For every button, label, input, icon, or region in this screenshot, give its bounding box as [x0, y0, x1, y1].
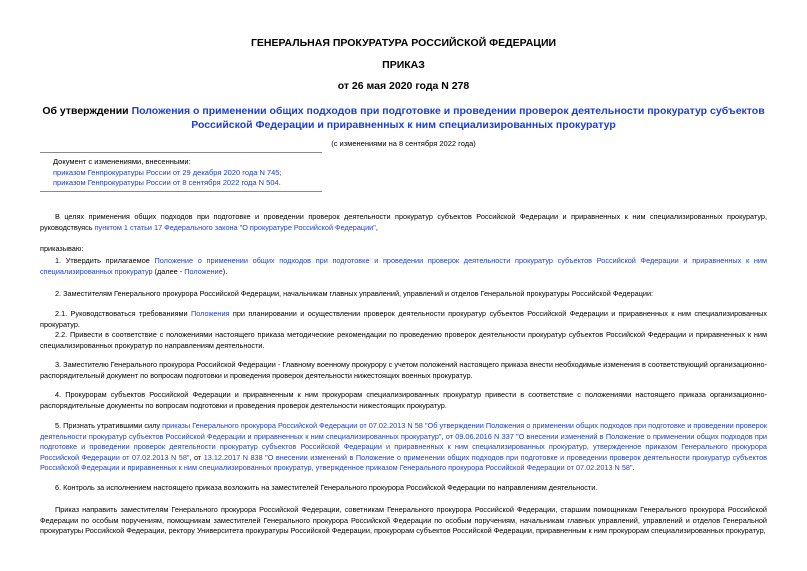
paragraph-5: 5. Признать утратившими силу приказы Генерального прокурора Российской Федерации от 07.02.2013 N 58 "Об утверждении Положения о применении общих подходов при подготовке и проведении проверок деятельности прокуратур субъектов Российской Федерации и приравненных к ним специализированных прокуратур", от 09.06.2016 N 337 "О внесении изменений в Положение о применении общих подходов при подготовке и проведении проверок деятельности прокуратур субъектов Российской Федерации и приравненных к ним специализированных прокуратур, утвержденное приказом Генерального прокурора Российской Федерации от 07.02.2013 N 58", от 13.12.2017 N 838 "О внесении изменений в Положение о применении общих подходов при подготовке и проведении проверок деятельности прокуратур субъектов Российской Федерации и приравненных к ним специализированных прокуратур, утвержденное приказом Генерального прокурора Российской Федерации от 07.02.2013 N 58". — [40, 421, 768, 472]
paragraph-order: приказываю: — [40, 244, 84, 253]
regulation-link[interactable]: Положение о применении общих подходов при подготовке и проведении проверок деятельности прокуратур субъектов Российской Федерации и приравненных к ним специализированных прокуратур — [40, 256, 767, 276]
paragraph-2-1: 2.1. Руководствоваться требованиями Положения при планировании и осуществлении проверок деятельности прокуратур субъектов Российской Федерации и приравненных к ним специализированных прокуратур. — [40, 309, 767, 329]
order-337-link[interactable]: от 09.06.2016 N 337 "О внесении изменений в Положение о применении общих подходов при подготовке и проведении проверок деятельности прокуратур субъектов Российской Федерации и приравненных к ним специализированных прокуратур, утвержденное приказом Генерального прокурора Российской Федерации от 07.02.2013 N 58" — [40, 431, 767, 462]
amendment-link-1[interactable]: приказом Генпрокуратуры России от 29 декабря 2020 года N 745; — [53, 167, 282, 177]
doc-title — [40, 104, 767, 132]
paragraph-preamble: В целях применения общих подходов при подготовке и проведении проверок деятельности прокуратур субъектов Российской Федерации и приравненных к ним специализированных прокуратур, руководствуясь пунктом 1 статьи 17 Федерального закона "О прокуратуре Российской Федерации", — [40, 212, 767, 232]
regulation-link-2[interactable]: Положения — [191, 309, 230, 318]
paragraph-distribution: Приказ направить заместителям Генерального прокурора Российской Федерации, советникам Генерального прокурора Российской Федерации, старшим помощникам Генерального прокурора Российской Федерации по особым поручениям, помощникам заместителей Генерального прокурора Российской Федерации по особым поручениям, начальникам главных управлений, управлений и отделов Генеральной прокуратуры Российской Федерации, ректору Университета прокуратуры Российской Федерации, прокурорам субъектов Российской Федерации, приравненным к ним прокурорам специализированных прокуратур, — [40, 505, 767, 535]
amendment-note — [53, 157, 282, 189]
repealed-orders-link[interactable]: приказы Генерального прокурора Российской Федерации от 07.02.2013 N 58 "Об утверждении Положения о применении общих подходов при подготовке и проведении проверок деятельности прокуратур субъектов Российской Федерации и приравненных к ним специализированных прокуратур" — [40, 421, 767, 441]
paragraph-1: 1. Утвердить прилагаемое Положение о применении общих подходов при подготовке и проведении проверок деятельности прокуратур субъектов Российской Федерации и приравненных к ним специализированных прокуратур (далее - Положение). — [40, 256, 767, 276]
law-link[interactable]: пунктом 1 статьи 17 Федерального закона "О прокуратуре Российской Федерации" — [94, 222, 376, 232]
doc-type: ПРИКАЗ — [382, 59, 425, 71]
doc-date-number: от 26 мая 2020 года N 278 — [337, 80, 470, 92]
title-prefix: Об утверждении — [42, 105, 132, 117]
paragraph-6: 6. Контроль за исполнением настоящего приказа возложить на заместителей Генерального прокурора Российской Федерации по направлениям деятельности. — [55, 483, 598, 492]
paragraph-2: 2. Заместителям Генерального прокурора Российской Федерации, начальникам главных управлений, управлений и отделов Генеральной прокуратуры Российской Федерации: — [55, 289, 654, 298]
top-divider — [40, 152, 322, 153]
org-name: ГЕНЕРАЛЬНАЯ ПРОКУРАТУРА РОССИЙСКОЙ ФЕДЕРАЦИИ — [250, 37, 557, 49]
regulation-short-link[interactable]: Положение — [184, 266, 223, 276]
amendment-link-2[interactable]: приказом Генпрокуратуры России от 8 сентября 2022 года N 504. — [53, 178, 281, 187]
revision-note: (с изменениями на 8 сентября 2022 года) — [331, 139, 476, 148]
paragraph-3: 3. Заместителю Генерального прокурора Российской Федерации - Главному военному прокурору с учетом положений настоящего приказа внести необходимые изменения в соответствующий организационно-распорядительный документ по вопросам подготовки и проведения проверок деятельности нижестоящих военных прокуратур. — [40, 360, 767, 380]
paragraph-2-2: 2.2. Привести в соответствие с положениями настоящего приказа методические рекомендации по проведению проверок деятельности прокуратур субъектов Российской Федерации и приравненных к ним специализированных прокуратур по направлениям деятельности. — [40, 330, 767, 350]
order-838-link[interactable]: 13.12.2017 N 838 "О внесении изменений в Положение о применении общих подходов при подготовке и проведении проверок деятельности прокуратур субъектов Российской Федерации и приравненных к ним специализированных прокуратур, утвержденное приказом Генерального прокурора Российской Федерации от 07.02.2013 N 58" — [40, 452, 768, 472]
bottom-divider — [40, 191, 322, 192]
title-link[interactable]: Положения о применении общих подходов при подготовке и проведении проверок деятельности прокуратур субъектов Российской Федерации и приравненных к ним специализированных прокуратур — [131, 105, 765, 131]
paragraph-4: 4. Прокурорам субъектов Российской Федерации и приравненным к ним прокурорам специализированных прокуратур привести в соответствие с положениями настоящего приказа организационно-распорядительные документы по вопросам подготовки и проведения проверок деятельности нижестоящих прокуратур. — [40, 390, 767, 410]
amendment-intro: Документ с изменениями, внесенными: — [53, 157, 191, 166]
